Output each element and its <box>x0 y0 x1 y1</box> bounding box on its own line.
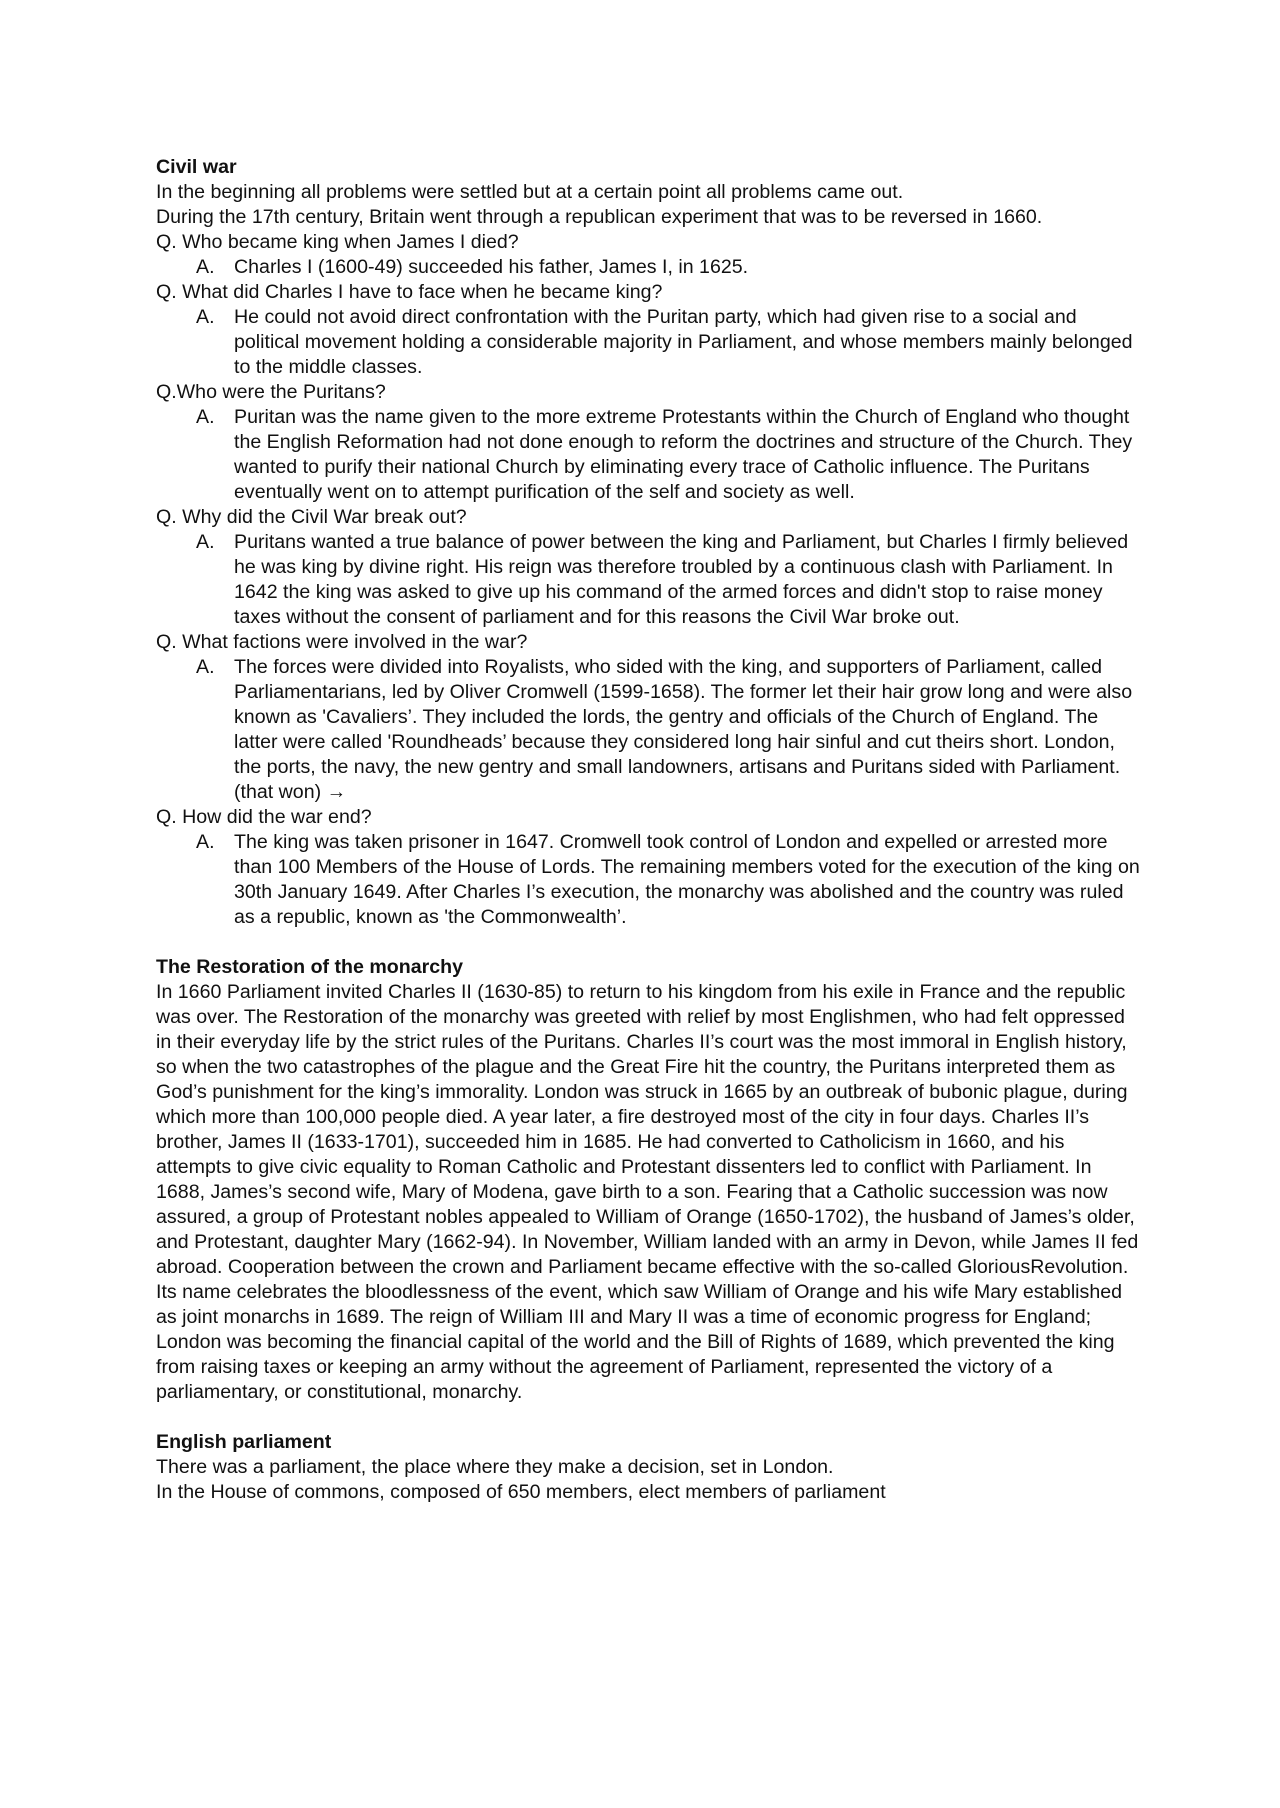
answer-marker: A. <box>196 306 215 328</box>
section-title-restoration: The Restoration of the monarchy <box>156 956 464 978</box>
answer-marker: A. <box>196 256 215 278</box>
question: Q. What did Charles I have to face when he became king? <box>156 281 663 303</box>
answer-text: Charles I (1600-49) succeeded his father, James I, in 1625. <box>234 256 749 278</box>
question: Q. Who became king when James I died? <box>156 231 519 253</box>
answer-text: Puritans wanted a true balance of power between the king and Parliament, but Charles I firmly believed he was king by divine right. His reign was therefore troubled by a continuous clash with Parliament. In 1642 the king was asked to give up his command of the armed forces and didn't stop to raise money taxes without the consent of parliament and for this reasons the Civil War broke out. <box>234 531 1129 628</box>
intro-line: During the 17th century, Britain went through a republican experiment that was to be reversed in 1660. <box>156 206 1043 228</box>
answer <box>156 655 1140 805</box>
answer <box>156 830 1140 930</box>
parliament-line: In the House of commons, composed of 650 members, elect members of parliament <box>156 1481 886 1503</box>
answer <box>156 405 1140 505</box>
answer <box>156 255 1140 280</box>
intro-line: In the beginning all problems were settled but at a certain point all problems came out. <box>156 181 904 203</box>
answer <box>156 305 1140 380</box>
answer <box>156 530 1140 630</box>
answer-marker: A. <box>196 406 215 428</box>
answer-marker: A. <box>196 656 215 678</box>
spacer <box>156 1405 1140 1430</box>
section-title-civil-war: Civil war <box>156 156 237 178</box>
parliament-line: There was a parliament, the place where they make a decision, set in London. <box>156 1456 834 1478</box>
answer-marker: A. <box>196 531 215 553</box>
question: Q. Why did the Civil War break out? <box>156 506 467 528</box>
answer-text: He could not avoid direct confrontation with the Puritan party, which had given rise to a social and political movement holding a considerable majority in Parliament, and whose members mainly belonged to the middle classes. <box>234 306 1133 378</box>
answer-text: Puritan was the name given to the more extreme Protestants within the Church of England who thought the English Reformation had not done enough to reform the doctrines and structure of the Church. They wanted to purify their national Church by eliminating every trace of Catholic influence. The Puritans eventually went on to attempt purification of the self and society as well. <box>234 406 1133 503</box>
question: Q. What factions were involved in the war? <box>156 631 528 653</box>
answer-text: The forces were divided into Royalists, who sided with the king, and supporters of Parliament, called Parliamentarians, led by Oliver Cromwell (1599-1658). The former let their hair grow long and were also known as 'Cavaliers’. They included the lords, the gentry and officials of the Church of England. The latter were called 'Roundheads’ because they considered long hair sinful and cut theirs short. London, the ports, the navy, the new gentry and small landowners, artisans and Puritans sided with Parliament. (that won) → <box>234 656 1133 803</box>
answer-marker: A. <box>196 831 215 853</box>
answer-text: The king was taken prisoner in 1647. Cromwell took control of London and expelled or arrested more than 100 Members of the House of Lords. The remaining members voted for the execution of the king on 30th January 1649. After Charles I’s execution, the monarchy was abolished and the country was ruled as a republic, known as 'the Commonwealth’. <box>234 831 1140 928</box>
question: Q.Who were the Puritans? <box>156 381 386 403</box>
spacer <box>156 930 1140 955</box>
restoration-body: In 1660 Parliament invited Charles II (1630-85) to return to his kingdom from his exile in France and the republic was over. The Restoration of the monarchy was greeted with relief by most Englishmen, who had felt oppressed in their everyday life by the strict rules of the Puritans. Charles II’s court was the most immoral in English history, so when the two catastrophes of the plague and the Great Fire hit the country, the Puritans interpreted them as God’s punishment for the king’s immorality. London was struck in 1665 by an outbreak of bubonic plague, during which more than 100,000 people died. A year later, a fire destroyed most of the city in four days. Charles II’s brother, James II (1633-1701), succeeded him in 1685. He had converted to Catholicism in 1660, and his attempts to give civic equality to Roman Catholic and Protestant dissenters led to conflict with Parliament. In 1688, James’s second wife, Mary of Modena, gave birth to a son. Fearing that a Catholic succession was now assured, a group of Protestant nobles appealed to William of Orange (1650-1702), the husband of James’s older, and Protestant, daughter Mary (1662-94). In November, William landed with an army in Devon, while James II fed abroad. Cooperation between the crown and Parliament became effective with the so-called GloriousRevolution. Its name celebrates the bloodlessness of the event, which saw William of Orange and his wife Mary established as joint monarchs in 1689. The reign of William III and Mary II was a time of economic progress for England; London was becoming the financial capital of the world and the Bill of Rights of 1689, which prevented the king from raising taxes or keeping an army without the agreement of Parliament, represented the victory of a parliamentary, or constitutional, monarchy. <box>156 981 1139 1403</box>
question: Q. How did the war end? <box>156 806 372 828</box>
section-title-parliament: English parliament <box>156 1431 332 1453</box>
